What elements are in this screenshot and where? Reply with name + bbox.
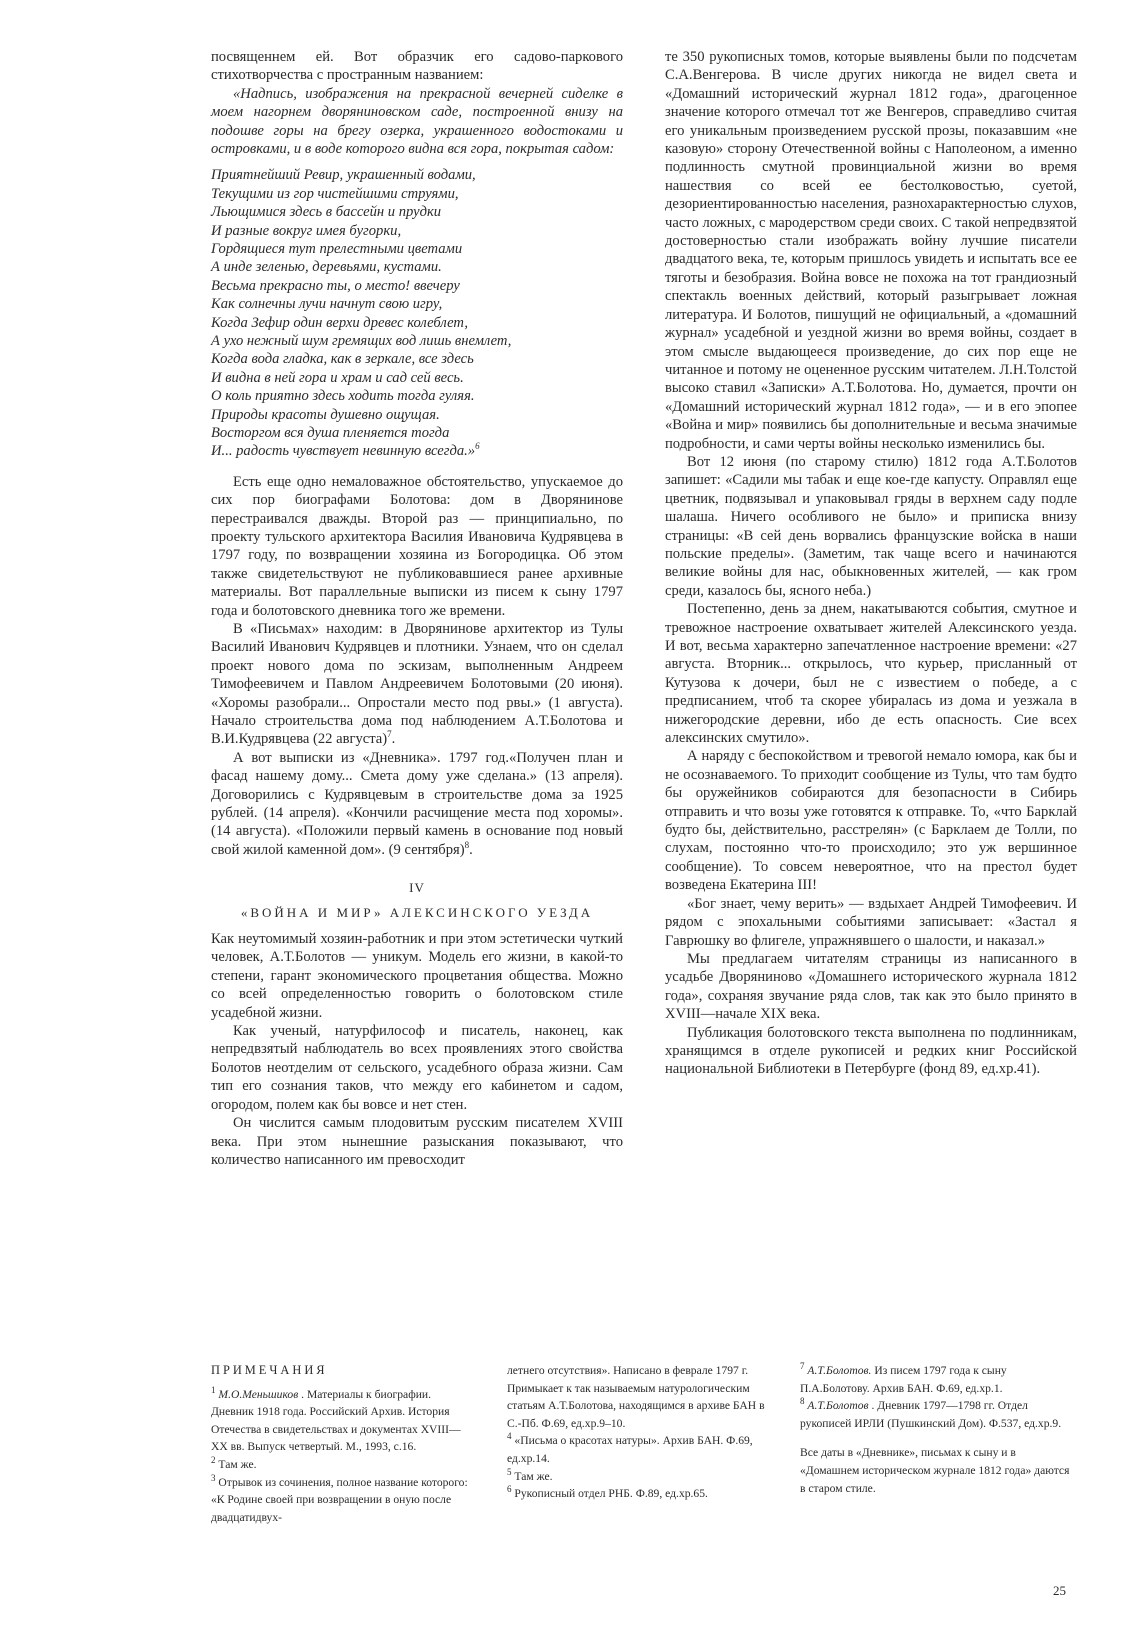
footnote-number: 8 <box>800 1396 805 1407</box>
paragraph: А наряду с беспокойством и тревогой немало юмора, как бы и не осознаваемого. То приходит сообщение из Тулы, что там будто бы оружейников собираются для безопасности в Сибирь отправить и что возы уже готовятся к отправке. То, «что Барклай будто бы, действительно, расстрелян» (с Барклаем де Толли, по слухам, постоянно что-то происходило; это уж вершинное сообщение). То совсем невероятное, что на престол будет возведена Екатерина III! <box>665 748 1077 894</box>
footnote <box>211 1386 473 1456</box>
footnote-continuation: летнего отсутствия». Написано в феврале 1797 г. Примыкает к так называемым натурологическим статьям А.Т.Болотова, находящимся в архиве БАН в С.-Пб. Ф.69, ед.хр.9–10. <box>507 1364 765 1430</box>
poem-title: «Надпись, изображения на прекрасной вечерней сиделке в моем нагорнем дворяниновском саде, построенной внизу на подошве горы на брегу озерка, украшенного водостоками и островками, и в воде которого видна вся гора, покрытая садом: <box>211 85 623 158</box>
paragraph: Публикация болотовского текста выполнена по подлинникам, хранящимся в отделе рукописей и редких книг Российской национальной Библиотеки в Петербурге (фонд 89, ед.хр.41). <box>665 1024 1077 1078</box>
footnote-text: Из писем 1797 года к сыну П.А.Болотову. Архив БАН. Ф.69, ед.хр.1. <box>800 1364 1007 1395</box>
footnote-text: Рукописный отдел РНБ. Ф.89, ед.хр.65. <box>514 1487 708 1501</box>
footnote-text: . Дневник 1797—1798 гг. Отдел рукописей ИРЛИ (Пушкинский Дом). Ф.537, ед.хр.9. <box>800 1399 1062 1430</box>
poem-line: О коль приятно здесь ходить тогда гуляя. <box>211 388 475 405</box>
footnote-number: 1 <box>211 1384 216 1395</box>
footnote-text: . Материалы к биографии. Дневник 1918 года. Российский Архив. История Отечества в свидетельствах и документах XVIII—XX вв. Выпуск четвертый. М., 1993, с.16. <box>211 1387 461 1454</box>
paragraph: «Бог знает, чему верить» — вздыхает Андрей Тимофеевич. И рядом с эпохальными событиями записывает: «Застал я Гаврюшку во флигеле, упражнявшего о шалости, и наказал.» <box>665 895 1077 949</box>
poem-line: Приятнейший Ревир, украшенный водами, <box>211 167 476 184</box>
poem-line: Текущими из гор чистейшими струями, <box>211 185 459 202</box>
poem-line: Восторгом вся душа пленяется тогда <box>211 424 450 441</box>
footnote <box>507 1468 773 1486</box>
paragraph: Мы предлагаем читателям страницы из написанного в усадьбе Дворяниново «Домашнего исторического журнала 1812 года», сохраняя звучание ряда слов, так как это было принято в XVIII—начале XIX века. <box>665 950 1077 1023</box>
footnote-author: М.О.Меньшиков <box>218 1387 299 1401</box>
paragraph: посвященнем ей. Вот образчик его садово-паркового стихотворчества с пространным названием: <box>211 49 623 84</box>
notes-column-1 <box>211 1362 473 1526</box>
footnote-text: Там же. <box>514 1469 553 1483</box>
dates-note: Все даты в «Дневнике», письмах к сыну и в «Домашнем историческом журнале 1812 года» даются в старом стиле. <box>800 1446 1070 1495</box>
footnote-text: Отрывок из сочинения, полное название которого: «К Родине своей при возвращении в оную после двадцатидвух- <box>211 1475 468 1524</box>
footnote-number: 3 <box>211 1472 216 1483</box>
poem-line: А инде зеленью, деревьями, кустами. <box>211 259 442 276</box>
footnote <box>507 1432 773 1467</box>
footnote-author: А.Т.Болотов. <box>807 1364 872 1377</box>
poem-line: Как солнечны лучи начнут свою игру, <box>211 296 443 313</box>
footnote-author: А.Т.Болотов <box>807 1399 869 1413</box>
notes-column-3 <box>800 1362 1077 1497</box>
page-number: 25 <box>1053 1583 1066 1598</box>
paragraph: Вот 12 июня (по старому стилю) 1812 года А.Т.Болотов запишет: «Садили мы табак и еще кое-где капусту. Оправлял еще цветник, подвязывал и упаковывал гряды в верхнем саду подле шалаша. Ничего особливого не было» и приписка внизу страницы: «В сей день ворвались французские войска в наши польские пределы». (Заметим, так чаще всего и начинаются великие войны для нас, обыкновенных жителей, — как гром среди, казалось бы, ясного неба.) <box>665 453 1077 599</box>
poem-line: Когда Зефир один верхи древес колеблет, <box>211 314 468 331</box>
section-number: IV <box>409 880 425 896</box>
poem <box>211 166 623 460</box>
footnote <box>211 1474 473 1527</box>
poem-line: И разные вокруг имея бугорки, <box>211 222 402 239</box>
paragraph: А вот выписки из «Дневника». 1797 год.«Получен план и фасад нашему дому... Смета дому уже сделана.» (13 апреля). Договорились с Кудрявцевым в строительстве дома за 1925 рублей. (14 апреля). «Кончили расчищение места под хоромы». (14 августа). «Положили первый камень в основание под новый свой жилой каменной дом». (9 сентября)$^8$. <box>211 749 623 858</box>
paragraph: Постепенно, день за днем, накатываются события, смутное и тревожное настроение охватывает жителей Алексинского уезда. И вот, весьма характерно запечатленное настроение времени: «27 августа. Вторник... открылось, что курьер, присланный от Кутузова к дочери, был не с известием о победе, а с предписанием, чтоб та скорее убиралась из дома и уезжала в нижегородские деревни, ибо де есть опасность. Сие всех алексинских смутило». <box>665 601 1077 747</box>
left-column <box>211 48 623 1169</box>
footnote-number: 2 <box>211 1455 216 1466</box>
footnote-text: Там же. <box>218 1457 257 1471</box>
poem-line: Природы красоты душевно ощущая. <box>211 406 440 423</box>
paragraph: Есть еще одно немаловажное обстоятельство, упускаемое до сих пор биографами Болотова: дом в Дворянинове перестраивался дважды. Второй раз — принципиально, по проекту тульского архитектора Василия Ивановича Кудрявцева в 1797 году, по возвращении хозяина из Богородицка. Об этом также свидетельствуют не публиковавшиеся ранее архивные материалы. Вот параллельные выписки из писем к сыну 1797 года и болотовского дневника того же времени. <box>211 473 623 619</box>
right-column <box>665 48 1077 1079</box>
poem-line: Льющимися здесь в бассейн и прудки <box>211 204 442 221</box>
poem-line: Когда вода гладка, как в зеркале, все здесь <box>211 351 474 368</box>
footnote <box>507 1485 773 1503</box>
paragraph: В «Письмах» находим: в Дворянинове архитектор из Тулы Василий Иванович Кудрявцев и плотники. Узнаем, что он сделал проект нового дома по эскизам, выполненным Андреем Тимофеевичем и Павлом Андреевичем Болотовыми (20 июня). «Хоромы разобрали... Опростали место под рвы.» (1 августа). Начало строительства дома под наблюдением А.Т.Болотова и В.И.Кудрявцева (22 августа)$^7$. <box>211 620 623 748</box>
paragraph-text: В «Письмах» находим: в Дворянинове архитектор из Тулы Василий Иванович Кудрявцев и плотники. Узнаем, что он сделал проект нового дома по эскизам, выполненным Андреем Тимофеевичем и Павлом Андреевичем Болотовыми (20 июня). «Хоромы разобрали... Опростали место под рвы.» (1 августа). Начало строительства дома под наблюдением А.Т.Болотова и В.И.Кудрявцева (22 августа) <box>211 620 623 748</box>
poem-line <box>211 442 623 460</box>
footnote <box>800 1397 1077 1432</box>
paragraph: Как ученый, натурфилософ и писатель, наконец, как непредвзятый наблюдатель во всех проявлениях этого свойства Болотов неотделим от сельского, усадебного образа жизни. Сам тип его сознания таков, что между его кабинетом и садом, огородом, полем как бы вовсе и нет стен. <box>211 1023 623 1113</box>
footnote-ref: 7 <box>387 729 392 740</box>
footnote-number: 5 <box>507 1466 512 1477</box>
poem-line: Весьма прекрасно ты, о место! ввечеру <box>211 277 460 294</box>
paragraph-text: А вот выписки из «Дневника». 1797 год.«Получен план и фасад нашему дому... Смета дому уже сделана.» (13 апреля). Договорились с Кудрявцевым в строительстве дома за 1925 рублей. (14 апреля). «Кончили расчищение места под хоромы». (14 августа). «Положили первый камень в основание под новый свой жилой каменной дом». (9 сентября) <box>211 749 623 858</box>
footnote-ref: 6 <box>475 441 480 452</box>
poem-line-text: И... радость чувствует невинную всегда.» <box>211 443 476 460</box>
poem-line: И видна в ней гора и храм и сад сей весь. <box>211 369 464 386</box>
footnote <box>211 1456 473 1474</box>
notes-column-2 <box>507 1362 773 1503</box>
section-title: «ВОЙНА И МИР» АЛЕКСИНСКОГО УЕЗДА <box>240 904 594 920</box>
paragraph: Он числится самым плодовитым русским писателем XVIII века. При этом нынешние разыскания показывают, что количество написанного им превосходит <box>211 1115 623 1168</box>
footnote-number: 6 <box>507 1484 512 1495</box>
footnote <box>800 1362 1077 1397</box>
poem-line: А ухо нежный шум гремящих вод лишь внемлет, <box>211 332 512 349</box>
footnote-number: 4 <box>507 1431 512 1442</box>
footnote-text: «Письма о красотах натуры». Архив БАН. Ф.69, ед.хр.14. <box>507 1434 753 1465</box>
paragraph: те 350 рукописных томов, которые выявлены были по подсчетам С.А.Венгерова. В числе других никогда не видел света и «Домашний исторический журнал 1812 года», драгоценное значение которого отмечал тот же Венгеров, справедливо считая его уникальным произведением русской прозы, показавшим «не казовую» сторону Отечественной войны с Наполеоном, а именно подлинность смутной провинциальной жизни во время нашествия со всей ее бестолковостью, суетой, дезориентированностью населения, разнохарактерностью слухов, часто ложных, с мародерством среди своих. С такой непредвзятой достоверностью стали изображать войну лучшие писатели двадцатого века, те, которым пришлось увидеть и испытать все ее тяготы и безобразия. Война вовсе не похожа на тот грандиозный спектакль военных действий, который разыгрывает ложная литература. И Болотов, пишущий не официальный, а «домашний журнал» усадебной и уездной жизни во время войны, создает в этом смысле выдающееся произведение, до сих пор еще не читанное и потому не оцененное русским читателем. Л.Н.Толстой высоко ставил «Записки» А.Т.Болотова. Но, думается, прочти он «Домашний исторический журнал 1812 года», — и в его эпопее «Война и мир» появились бы дополнительные и весьма значимые подробности, и сами черты войны несколько изменились бы. <box>665 49 1077 452</box>
notes-heading: ПРИМЕЧАНИЯ <box>211 1363 328 1377</box>
paragraph: Как неутомимый хозяин-работник и при этом эстетически чуткий человек, А.Т.Болотов — уникум. Модель его жизни, в какой-то степени, гарант экономического процветания общества. Можно со всей определенностью говорить о болотовском стиле усадебной жизни. <box>211 931 623 1021</box>
footnote-ref: 8 <box>464 839 470 850</box>
poem-line: Гордящиеся тут прелестными цветами <box>211 241 463 257</box>
footnote-number: 7 <box>800 1361 805 1372</box>
